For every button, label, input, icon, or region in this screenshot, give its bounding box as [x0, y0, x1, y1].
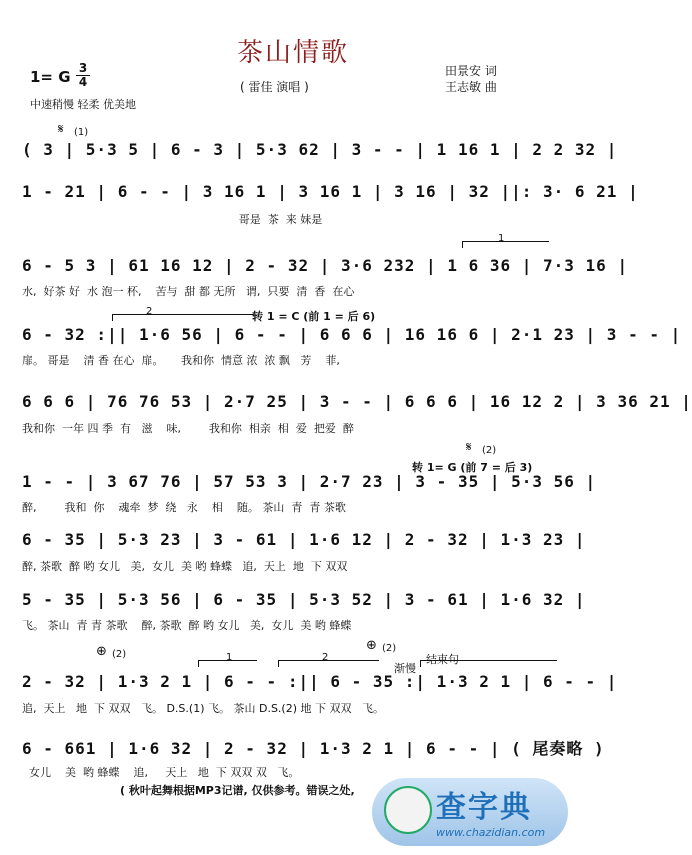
singer-credit: ( 雷佳 演唱 ): [240, 80, 309, 94]
ending-bracket: [420, 660, 557, 667]
score-row-2: 1 - 21 | 6 - - | 3 16 1 | 3 16 1 | 3 16 | 32 ||: 3· 6 21 |: [22, 182, 639, 201]
score-row-3: 6 - 5 3 | 61 16 12 | 2 - 32 | 3·6 232 | 1 6 36 | 7·3 16 |: [22, 256, 629, 275]
coda-label-2: (2): [382, 643, 397, 654]
volta-bracket-1: [462, 241, 549, 248]
score-row-1: ( 3 | 5·3 5 | 6 - 3 | 5·3 62 | 3 - - | 1 16 1 | 2 2 32 |: [22, 140, 618, 159]
graduate-mascot-icon: [384, 786, 432, 834]
volta-label-1: 1: [498, 233, 505, 244]
score-row-5: 6 6 6 | 76 76 53 | 2·7 25 | 3 - - | 6 6 6 | 16 12 2 | 3 36 21 |: [22, 392, 692, 411]
time-signature: [76, 62, 90, 89]
lyric-row-5: 我和你 一年 四 季 有 滋 味, 我和你 相亲 相 爱 把爱 醉: [22, 422, 354, 435]
segno-icon: 𝄋: [58, 122, 64, 137]
coda-label-1: (2): [112, 649, 127, 660]
volta-label-b: 2: [322, 652, 329, 663]
segno-label-1: (1): [74, 127, 89, 138]
composer-credit: 王志敏 曲: [445, 80, 497, 94]
ritardando-mark: 渐慢: [394, 662, 416, 675]
lyric-row-9: 追, 天上 地 下 双双 飞。 D.S.(1) 飞。 茶山 D.S.(2) 地 下 双双 飞。: [22, 702, 384, 715]
ending-label: 结束句: [426, 653, 459, 666]
score-row-8: 5 - 35 | 5·3 56 | 6 - 35 | 5·3 52 | 3 - 61 | 1·6 32 |: [22, 590, 586, 609]
watermark-text: 查字典: [436, 790, 532, 825]
score-row-9: 2 - 32 | 1·3 2 1 | 6 - - :|| 6 - 35 :| 1·3 2 1 | 6 - - |: [22, 672, 618, 691]
volta-label-a: 1: [226, 652, 233, 663]
modulation-2: 转 1= G (前 7 = 后 3): [412, 461, 533, 474]
coda-icon-1: ⊕: [96, 644, 107, 659]
lyric-row-3: 水, 好茶 好 水 泡一 杯, 苦与 甜 都 无所 谓, 只要 清 香 在心: [22, 285, 355, 298]
coda-icon-2: ⊕: [366, 638, 377, 653]
lyric-row-8: 飞。 茶山 青 青 茶歌 醉, 茶歌 醉 哟 女儿 美, 女儿 美 哟 蜂蝶: [22, 619, 352, 632]
segno-label-2: (2): [482, 445, 497, 456]
watermark-url: www.chazidian.com: [436, 826, 546, 839]
score-row-4: 6 - 32 :|| 1·6 56 | 6 - - | 6 6 6 | 16 16 6 | 2·1 23 | 3 - - |: [22, 325, 682, 344]
lyricist-credit: 田景安 词: [445, 64, 497, 78]
score-row-6: 1 - - | 3 67 76 | 57 53 3 | 2·7 23 | 3 - 35 | 5·3 56 |: [22, 472, 597, 491]
meter-bottom: 4: [76, 75, 90, 89]
tempo-marking: 中速稍慢 轻柔 优美地: [30, 98, 136, 111]
volta-label-2: 2: [146, 306, 153, 317]
lyric-row-7: 醉, 茶歌 醉 哟 女儿 美, 女儿 美 哟 蜂蝶 追, 天上 地 下 双双: [22, 560, 348, 573]
lyric-row-10: 女儿 美 哟 蜂蝶 追, 天上 地 下 双双 双 飞。: [22, 766, 300, 779]
volta-bracket-2: [112, 314, 253, 321]
modulation-1: 转 1 = C (前 1 = 后 6): [252, 310, 376, 323]
lyric-row-4: 扉。 哥是 清 香 在心 扉。 我和你 情意 浓 浓 飘 芳 菲,: [22, 354, 340, 367]
score-row-10: 6 - 661 | 1·6 32 | 2 - 32 | 1·3 2 1 | 6 - - | ( 尾奏略 ): [22, 739, 605, 758]
volta-bracket-b: [278, 660, 379, 667]
transcription-note: ( 秋叶起舞根据MP3记谱, 仅供参考。错误之处,: [120, 784, 355, 797]
segno-icon-2: 𝄋: [466, 440, 472, 455]
meter-top: 3: [78, 61, 88, 75]
lyric-row-2: 哥是 茶 来 妹是: [22, 213, 323, 226]
score-row-7: 6 - 35 | 5·3 23 | 3 - 61 | 1·6 12 | 2 - 32 | 1·3 23 |: [22, 530, 586, 549]
page-title: 茶山情歌: [236, 38, 349, 68]
lyric-row-6: 醉, 我和 你 魂牵 梦 绕 永 相 随。 茶山 青 青 茶歌: [22, 501, 346, 514]
key-signature: 1= G: [30, 68, 71, 86]
